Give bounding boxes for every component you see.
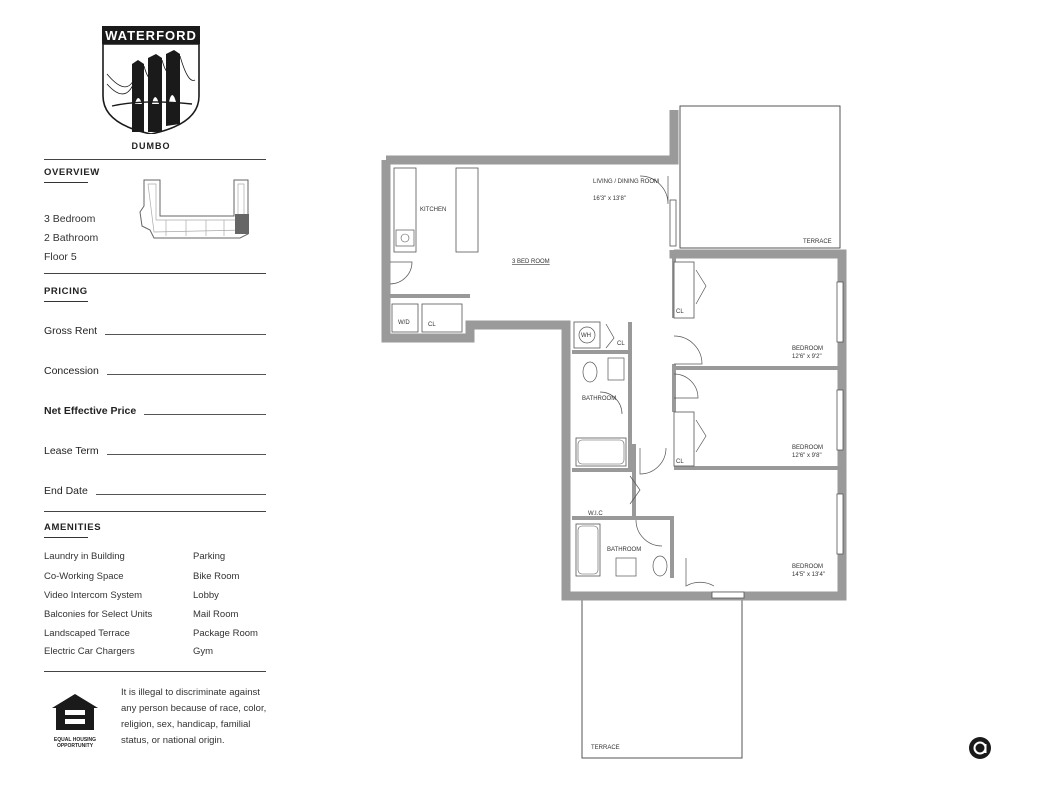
bedroom-label: BEDROOM — [792, 346, 824, 352]
bedroom-label: BEDROOM — [792, 445, 824, 451]
closet-label: CL — [617, 341, 625, 347]
bedroom-label: BEDROOM — [792, 564, 824, 570]
amenity-item: Landscaped Terrace — [44, 628, 130, 639]
lease-term-label: Lease Term — [44, 445, 99, 457]
overview-floor: Floor 5 — [44, 251, 77, 263]
amenity-item: Gym — [193, 646, 214, 657]
brand-subtitle: DUMBO — [131, 141, 171, 151]
corner-logo-icon — [968, 736, 992, 760]
equal-housing-caption: EQUAL HOUSING OPPORTUNITY — [53, 737, 97, 749]
amenity-item: Video Intercom System — [44, 590, 143, 601]
concession-label: Concession — [44, 365, 99, 377]
bedroom-1-dim: 12'6" x 9'2" — [792, 354, 822, 360]
terrace-upper — [680, 106, 840, 248]
amenity-item: Co-Working Space — [44, 571, 124, 582]
amenity-item: Package Room — [193, 628, 258, 639]
amenity-item: Laundry in Building — [44, 551, 125, 562]
closet-label: CL — [676, 309, 684, 315]
kitchen-label: KITCHEN — [420, 207, 447, 213]
overview-title: OVERVIEW — [44, 167, 100, 183]
windows — [670, 200, 843, 598]
equal-housing-notice: It is illegal to discriminate against any person because of race, color, religion, sex, handicap, familial status, or national origin. — [121, 687, 267, 746]
terrace-label: TERRACE — [591, 745, 620, 751]
end-date-label: End Date — [44, 485, 88, 497]
wd-label: W/D — [398, 320, 410, 326]
amenity-item: Lobby — [193, 590, 219, 601]
net-effective-label: Net Effective Price — [44, 405, 137, 417]
gross-rent-label: Gross Rent — [44, 325, 98, 337]
bedroom-3-dim: 14'5" x 13'4" — [792, 572, 825, 578]
door-swings — [390, 176, 714, 586]
pricing-title: PRICING — [44, 286, 88, 302]
interior-walls — [390, 254, 842, 578]
amenity-item: Parking — [193, 551, 226, 562]
bathroom-label: BATHROOM — [582, 396, 617, 402]
overview-bedrooms: 3 Bedroom — [44, 213, 96, 225]
water-heater-label: WH — [581, 333, 591, 339]
amenity-item: Bike Room — [193, 571, 240, 582]
bathroom-label: BATHROOM — [607, 547, 642, 553]
terrace-lower — [582, 600, 742, 758]
amenity-item: Balconies for Select Units — [44, 609, 153, 620]
terrace-label: TERRACE — [803, 239, 832, 245]
amenity-item: Mail Room — [193, 609, 239, 620]
amenities-title: AMENITIES — [44, 522, 101, 538]
closet-label: CL — [428, 322, 436, 328]
living-room-dim: 16'3" x 13'8" — [593, 196, 626, 202]
living-room-label: LIVING / DINING ROOM — [593, 179, 660, 185]
unit-label: 3 BED ROOM — [512, 259, 550, 265]
brand-name: WATERFORD — [102, 26, 200, 44]
overview-bathrooms: 2 Bathroom — [44, 232, 99, 244]
wic-label: W.I.C — [588, 511, 603, 517]
closet-label: CL — [676, 459, 684, 465]
bedroom-2-dim: 12'6" x 9'8" — [792, 453, 822, 459]
amenity-item: Electric Car Chargers — [44, 646, 135, 657]
